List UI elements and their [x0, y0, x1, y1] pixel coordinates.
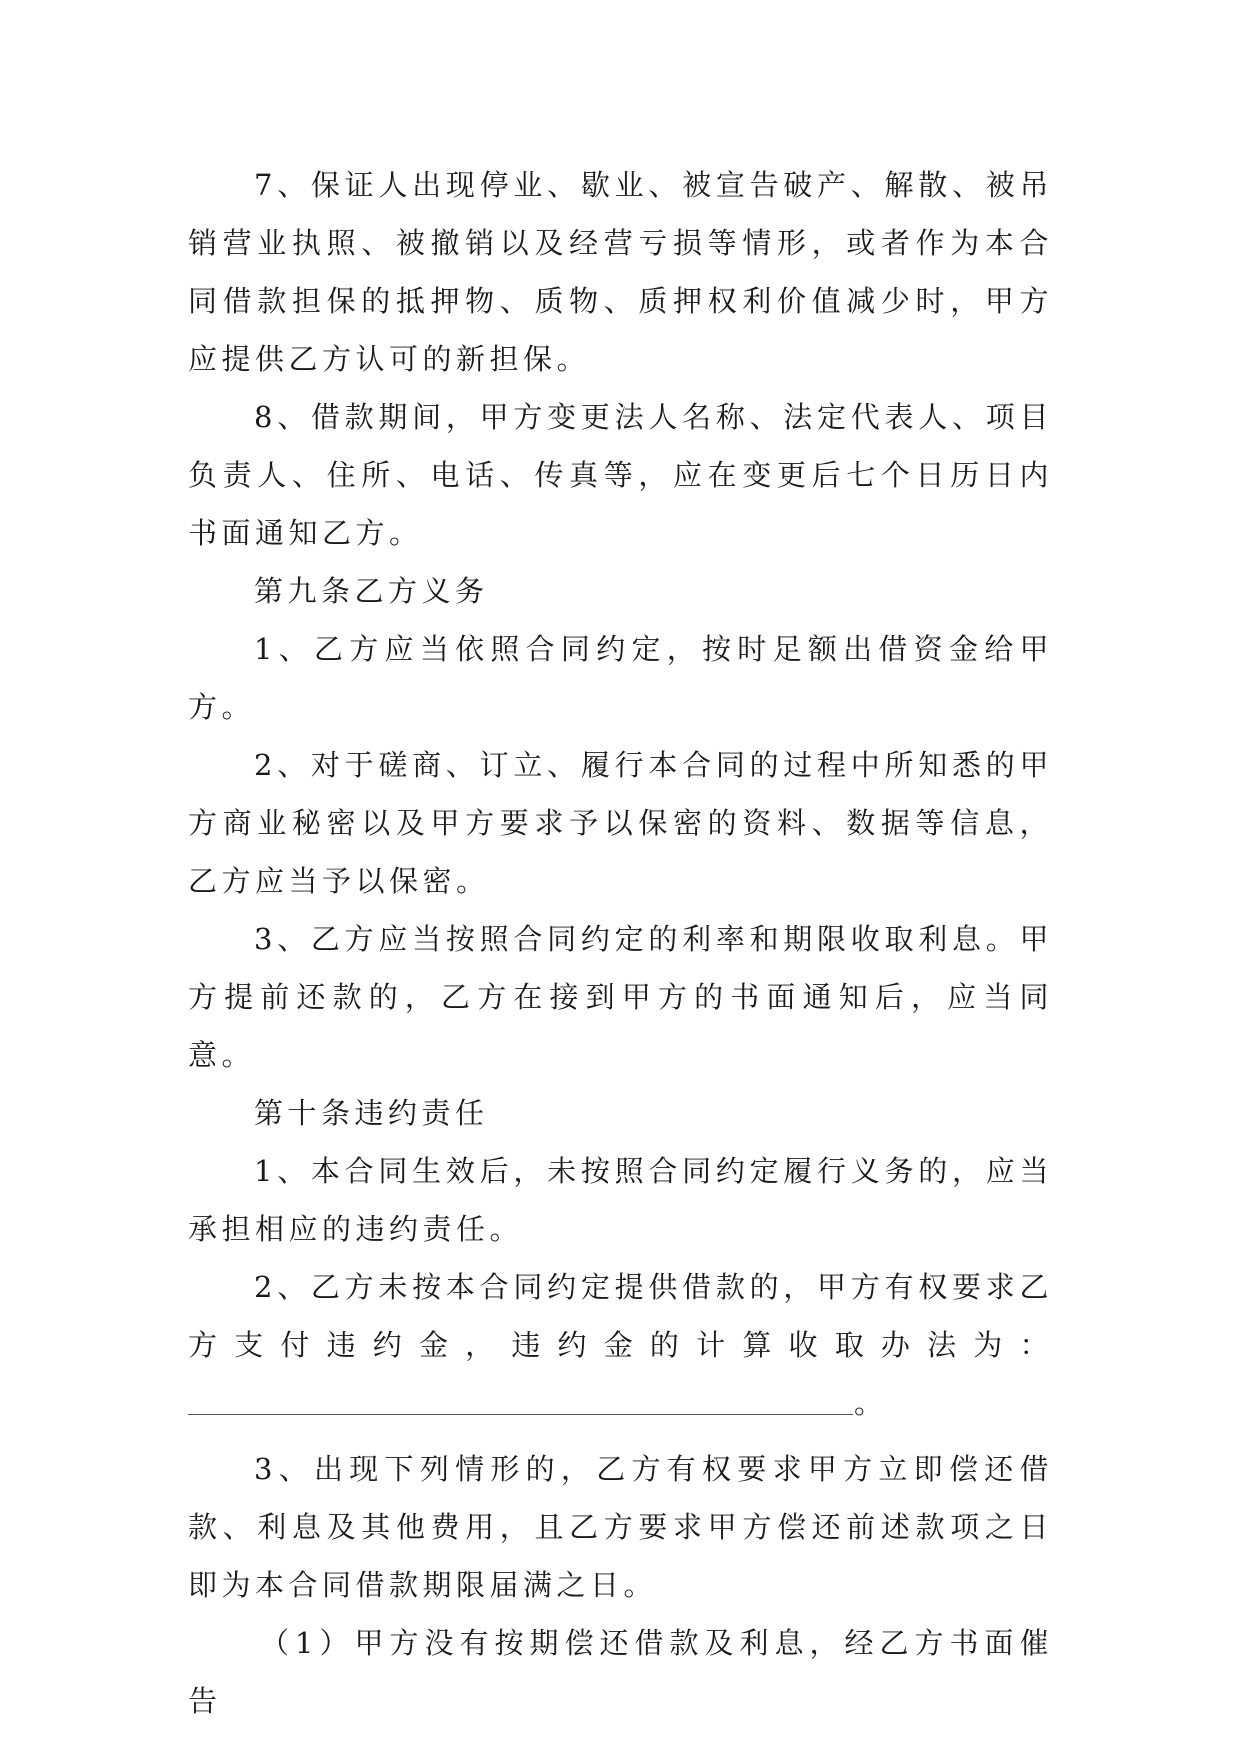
- article-9-heading: 第九条乙方义务: [254, 574, 489, 608]
- document-page: [188, 156, 1053, 1730]
- blank-fill-line: [188, 1374, 1053, 1432]
- article-9-clause-2: 2、对于磋商、订立、履行本合同的过程中所知悉的甲方商业秘密以及甲方要求予以保密的资料、数据等信息，乙方应当予以保密。: [188, 748, 1053, 898]
- article-10-clause-1: 1、本合同生效后，未按照合同约定履行义务的，应当承担相应的违约责任。: [188, 1154, 1053, 1246]
- article-10-clause-3: 3、出现下列情形的，乙方有权要求甲方立即偿还借款、利息及其他费用，且乙方要求甲方偿还前述款项之日即为本合同借款期限届满之日。: [188, 1452, 1053, 1602]
- article-9-clause-3: 3、乙方应当按照合同约定的利率和期限收取利息。甲方提前还款的，乙方在接到甲方的书面通知后，应当同意。: [188, 922, 1053, 1072]
- article-9-clause-1: 1、乙方应当依照合同约定，按时足额出借资金给甲方。: [188, 632, 1053, 724]
- blank-line-period: 。: [854, 1386, 884, 1420]
- underline-blank: [188, 1414, 853, 1415]
- article-10-clause-3-sub-1: （1）甲方没有按期偿还借款及利息，经乙方书面催告: [188, 1626, 1053, 1718]
- article-10-heading: 第十条违约责任: [254, 1096, 489, 1130]
- article-10-clause-2: 2、乙方未按本合同约定提供借款的，甲方有权要求乙方支付违约金，违约金的计算收取办法为：: [188, 1270, 1053, 1362]
- clause-8: 8、借款期间，甲方变更法人名称、法定代表人、项目负责人、住所、电话、传真等，应在变更后七个日历日内书面通知乙方。: [188, 400, 1053, 550]
- clause-7: 7、保证人出现停业、歇业、被宣告破产、解散、被吊销营业执照、被撤销以及经营亏损等情形，或者作为本合同借款担保的抵押物、质物、质押权利价值减少时，甲方应提供乙方认可的新担保。: [188, 168, 1053, 376]
